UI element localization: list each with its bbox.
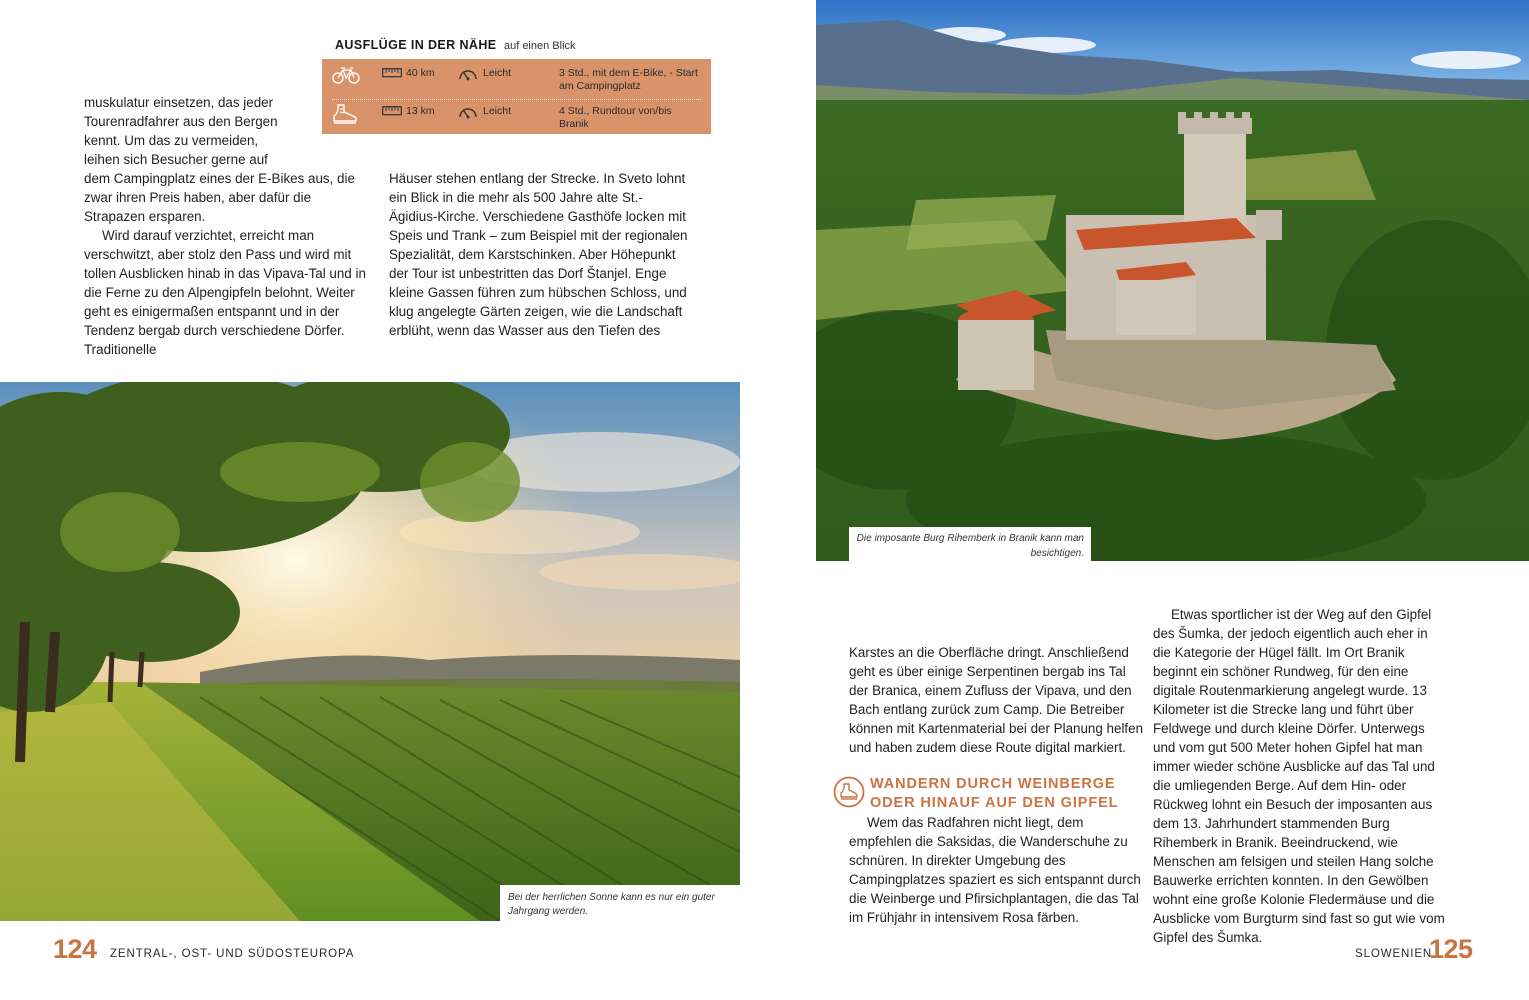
info-box xyxy=(322,59,711,134)
info-row-bike xyxy=(322,59,711,96)
body-column-3-lower xyxy=(849,813,1144,927)
info-difficulty: Leicht xyxy=(483,67,512,79)
section-heading-text: WANDERN DURCH WEINBERGE ODER HINAUF AUF DEN GIPFEL xyxy=(870,776,1119,811)
paragraph: Karstes an die Oberfläche dringt. Anschließend geht es über einige Serpentinen bergab ins Tal der Branica, einem Zufluss der Vipava, und den Bach entlang zurück zum Camp. Die Betreiber können mit Kartenmaterial bei der Planung helfen und haben zudem diese Route digital markiert. xyxy=(849,645,1144,755)
info-box-heading: AUSFLÜGE IN DER NÄHE xyxy=(335,38,497,52)
section-heading xyxy=(833,775,1143,815)
ruler-icon xyxy=(382,106,402,116)
paragraph: dem Campingplatz eines der E-Bikes aus, die zwar ihren Preis haben, aber dafür die Strapazen ersparen. xyxy=(84,171,355,224)
info-box-subtitle: auf einen Blick xyxy=(503,40,576,52)
castle-caption: Die imposante Burg Rihemberk in Branik kann man besichtigen. xyxy=(849,527,1091,567)
body-column-2 xyxy=(389,169,689,340)
section-label-right: SLOWENIEN xyxy=(1355,948,1433,960)
info-distance: 13 km xyxy=(406,105,435,117)
castle-photo xyxy=(816,0,1529,561)
info-difficulty: Leicht xyxy=(483,105,512,117)
vineyard-caption: Bei der herrlichen Sonne kann es nur ein guter Jahrgang werden. xyxy=(500,885,740,923)
paragraph: muskulatur einsetzen, das jeder Tourenradfahrer aus den Bergen kennt. Um das zu vermeiden, leihen sich Besucher gerne auf xyxy=(84,95,278,167)
ruler-icon xyxy=(382,68,402,78)
info-description: 4 Std., Rundtour von/bis Branik xyxy=(559,105,672,130)
info-row-hike xyxy=(322,97,711,134)
section-label-left: ZENTRAL-, OST- UND SÜDOSTEUROPA xyxy=(110,948,355,960)
body-column-1 xyxy=(84,169,374,359)
vineyard-photo xyxy=(0,382,740,921)
paragraph: Häuser stehen entlang der Strecke. In Sveto lohnt ein Blick in die mehr als 500 Jahre alte St.-Ägidius-Kirche. Verschiedene Gasthöfe locken mit Speis und Trank – zum Beispiel mit der regionalen Spezialität, dem Karstschinken. Aber Höhepunkt der Tour ist unbestritten das Dorf Štanjel. Enge kleine Gassen führen zum hübschen Schloss, und klug angelegte Gärten zeigen, wie die Landschaft erblüht, wenn das Wasser aus den Tiefen des xyxy=(389,171,688,338)
paragraph: Wird darauf verzichtet, erreicht man verschwitzt, aber stolz den Pass und wird mit tollen Ausblicken hinab in das Vipava-Tal und in die Ferne zu den Alpengipfeln belohnt. Weiter geht es einigermaßen entspannt und in der Tendenz bergab durch verschiedene Dörfer. Traditionelle xyxy=(84,228,366,357)
body-column-4 xyxy=(1153,605,1448,947)
body-column-1-top xyxy=(84,93,284,169)
bicycle-icon xyxy=(332,66,360,84)
paragraph: Etwas sportlicher ist der Weg auf den Gipfel des Šumka, der jedoch eigentlich auch eher in die Kategorie der Hügel fällt. Im Ort Branik beginnt ein schöner Rundweg, für den eine digitale Routenmarkierung angelegt wurde. 13 Kilometer ist die Strecke lang und führt über Feldwege und durch kleine Dörfer. Unterwegs und vom gut 500 Meter hohen Gipfel hat man immer wieder schöne Ausblicke auf das Tal und die umliegenden Berge. Auf dem Hin- oder Rückweg lohnt ein Besuch der imposanten aus dem 13. Jahrhundert stammenden Burg Rihemberk in Branik. Beeindruckend, wie Menschen am felsigen und steilen Hang solche Bauwerke errichten konnten. In den Gewölben wohnt eine große Kolonie Fledermäuse und die Ausblicke vom Burgturm sind fast so gut wie vom Gipfel des Šumka. xyxy=(1153,607,1445,945)
difficulty-gauge-icon xyxy=(458,105,478,119)
paragraph: Wem das Radfahren nicht liegt, dem empfehlen die Saksidas, die Wanderschuhe zu schnüren. In direkter Umgebung des Campingplatzes spaziert es sich entspannt durch die Weinberge und Pfirsichplantagen, die das Tal im Frühjahr in intensivem Rosa färben. xyxy=(849,815,1141,925)
difficulty-gauge-icon xyxy=(458,67,478,81)
info-distance: 40 km xyxy=(406,67,435,79)
info-box-title xyxy=(335,38,576,52)
hiking-boot-icon xyxy=(833,776,865,808)
page-number-left: 124 xyxy=(53,934,97,964)
page-number-right: 125 xyxy=(1429,934,1473,964)
vineyard-illustration xyxy=(0,382,740,921)
info-description: 3 Std., mit dem E-Bike, - Start am Campingplatz xyxy=(559,67,698,92)
hiking-boot-icon xyxy=(332,104,358,124)
body-column-3 xyxy=(849,643,1144,757)
castle-illustration xyxy=(816,0,1529,561)
